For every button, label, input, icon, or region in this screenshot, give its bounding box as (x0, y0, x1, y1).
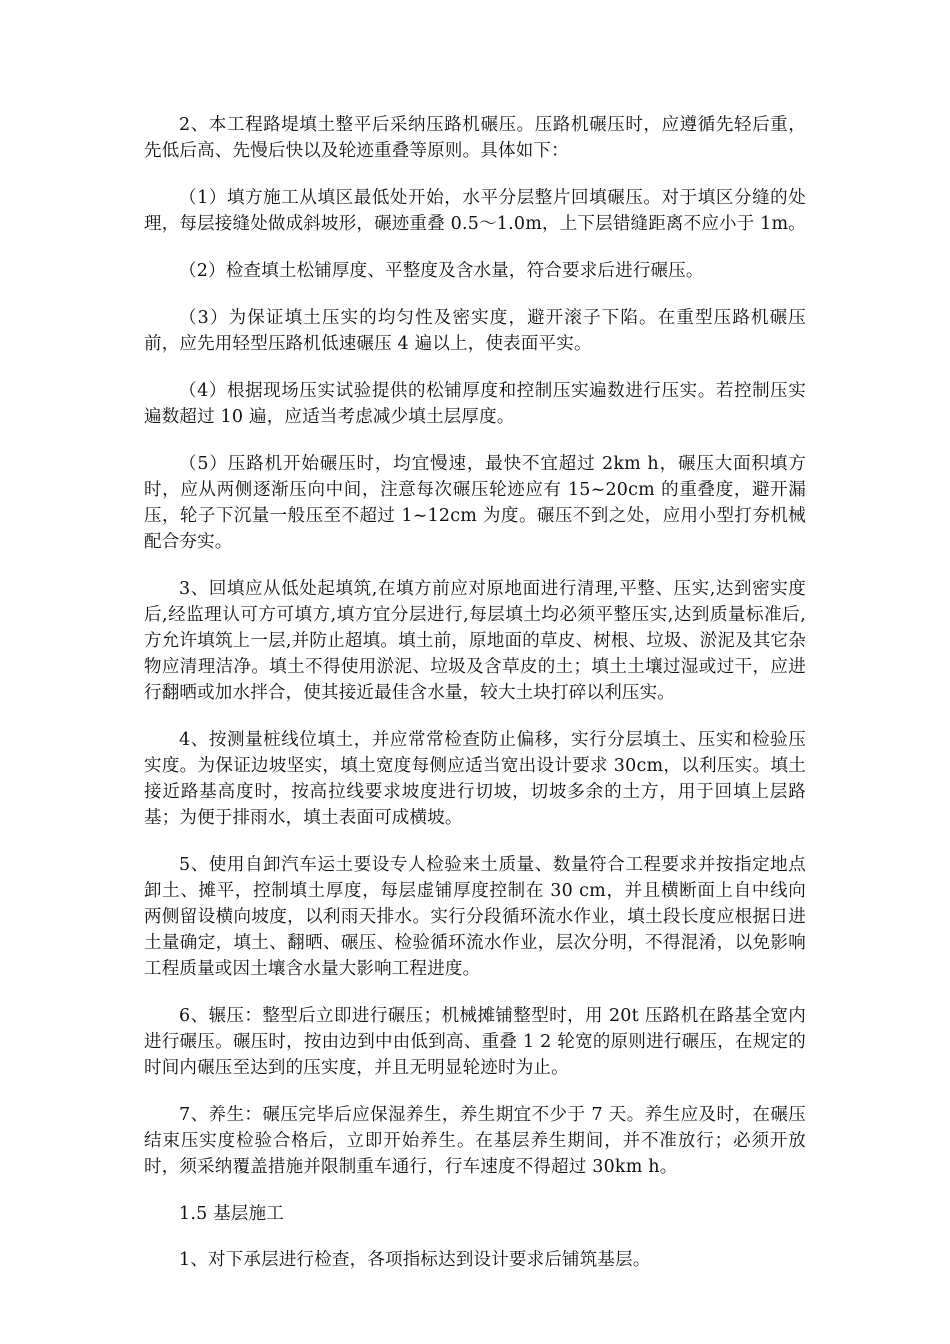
paragraph-item-3: （3）为保证填土压实的均匀性及密实度，避开滚子下陷。在重型压路机碾压前，应先用轻型压路机低速碾压 4 遍以上，使表面平实。 (144, 308, 806, 354)
paragraph-layered-fill: 4、按测量桩线位填土，并应常常检查防止偏移，实行分层填土、压实和检验压实度。为保证边坡坚实，填土宽度每侧应适当宽出设计要求 30cm，以利压实。填土接近路基高度时，按高拉线要求坡度进行切坡，切坡多余的土方，用于回填上层路基；为便于排雨水，填土表面可成横坡。 (144, 730, 806, 828)
paragraph-base-check: 1、对下承层进行检查，各项指标达到设计要求后铺筑基层。 (179, 1250, 651, 1270)
paragraph-item-1: （1）填方施工从填区最低处开始，水平分层整片回填碾压。对于填区分缝的处理，每层接缝处做成斜坡形，碾迹重叠 0.5～1.0m，上下层错缝距离不应小于 1m。 (144, 188, 807, 234)
paragraph-item-5: （5）压路机开始碾压时，均宜慢速，最快不宜超过 2km h，碾压大面积填方时，应从两侧逐渐压向中间，注意每次碾压轮迹应有 15~20cm 的重叠度，避开漏压，轮子下沉量一般压至不超过 1~12cm 为度。碾压不到之处，应用小型打夯机械配合夯实。 (144, 454, 806, 552)
paragraph-rolling: 6、辗压：整型后立即进行碾压；机械摊铺整型时，用 20t 压路机在路基全宽内进行碾压。碾压时，按由边到中由低到高、重叠 1 2 轮宽的原则进行碾压，在规定的时间内碾压至达到的压实度，并且无明显轮迹时为止。 (144, 1006, 806, 1078)
document-body (144, 112, 806, 1294)
paragraph-backfill: 3、回填应从低处起填筑,在填方前应对原地面进行清理,平整、压实,达到密实度后,经监理认可方可填方,填方宜分层进行,每层填土均必须平整压实,达到质量标准后,方允许填筑上一层,并防止超填。填土前，原地面的草皮、树根、垃圾、淤泥及其它杂物应清理洁净。填土不得使用淤泥、垃圾及含草皮的土；填土土壤过湿或过干，应进行翻晒或加水拌合，使其接近最佳含水量，较大土块打碎以利压实。 (144, 579, 806, 703)
section-heading-base-course: 1.5 基层施工 (179, 1204, 284, 1224)
paragraph-curing: 7、养生：碾压完毕后应保湿养生，养生期宜不少于 7 天。养生应及时，在碾压结束压实度检验合格后，立即开始养生。在基层养生期间，并不准放行；必须开放时，须采纳覆盖措施并限制重车通行，行车速度不得超过 30km h。 (144, 1105, 806, 1177)
paragraph-compaction-principles: 2、本工程路堤填土整平后采纳压路机碾压。压路机碾压时，应遵循先轻后重，先低后高、先慢后快以及轮迹重叠等原则。具体如下： (144, 115, 806, 161)
paragraph-item-2: （2）检查填土松铺厚度、平整度及含水量，符合要求后进行碾压。 (179, 261, 704, 281)
paragraph-item-4: （4）根据现场压实试验提供的松铺厚度和控制压实遍数进行压实。若控制压实遍数超过 10 遍，应适当考虑减少填土层厚度。 (144, 381, 806, 427)
paragraph-dump-truck: 5、使用自卸汽车运土要设专人检验来土质量、数量符合工程要求并按指定地点卸土、摊平，控制填土厚度，每层虚铺厚度控制在 30 cm，并且横断面上自中线向两侧留设横向坡度，以利雨天排水。实行分段循环流水作业，填土段长度应根据日进土量确定，填土、翻晒、碾压、检验循环流水作业，层次分明，不得混淆，以免影响工程质量或因土壤含水量大影响工程进度。 (144, 855, 806, 979)
